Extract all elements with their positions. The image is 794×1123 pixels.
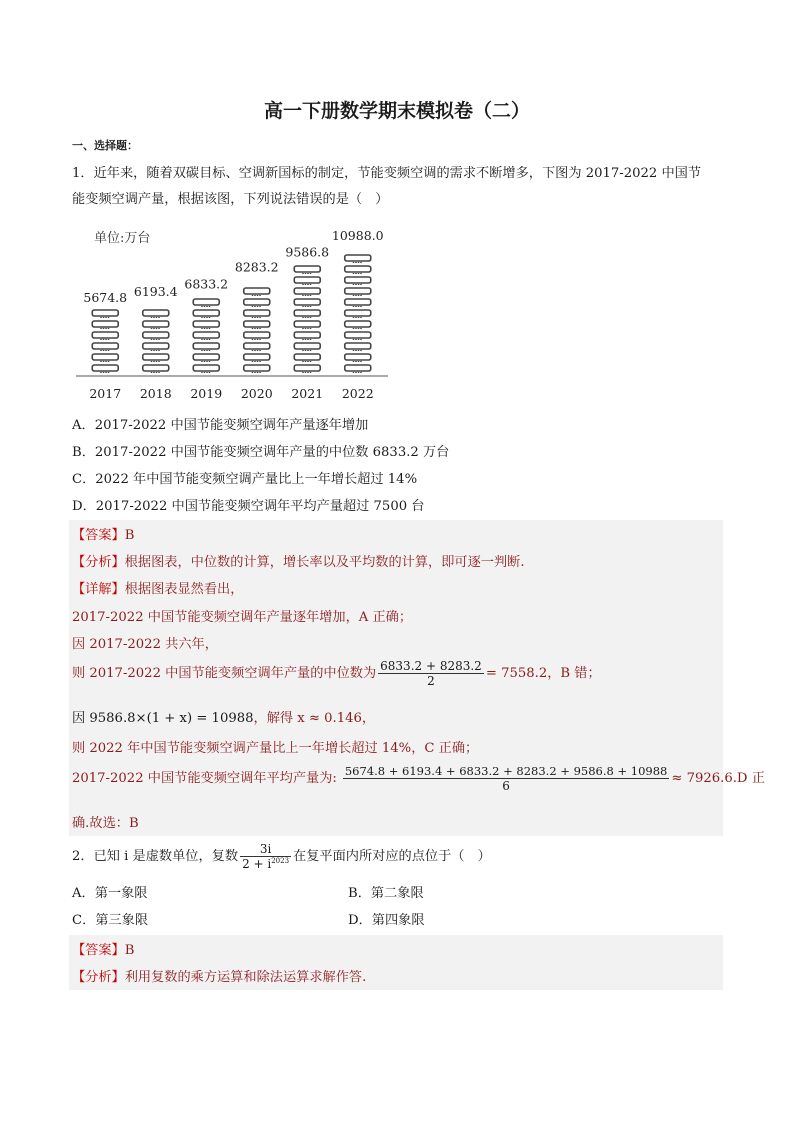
q1-detail-line2: 因 2017-2022 共六年，	[72, 637, 218, 652]
section-heading: 一、选择题：	[72, 139, 138, 152]
q1-average-text: 2017-2022 中国节能变频空调年平均产量为:	[72, 771, 337, 786]
q1-detail-line5: 则 2022 年中国节能变频空调产量比上一年增长超过 14%，C 正确；	[72, 741, 479, 756]
q1-detail: 根据图表显然看出，	[124, 582, 244, 597]
q1-option-b: B．2017-2022 中国节能变频空调年产量的中位数 6833.2 万台	[72, 445, 450, 460]
q2-stem-post: 在复平面内所对应的点位于（ ）	[293, 849, 491, 864]
q2-fraction	[240, 842, 291, 871]
x-tick-2021: 2021	[291, 386, 324, 401]
average-denominator: 6	[502, 779, 510, 793]
q1-option-d: D．2017-2022 中国节能变频空调年平均产量超过 7500 台	[72, 499, 425, 514]
q1-stem-line1: 1．近年来，随着双碳目标、空调新国标的制定，节能变频空调的需求不断增多，下图为 2017-2022 中国节	[72, 166, 702, 181]
q2-denominator	[240, 857, 291, 871]
q1-answer: B	[124, 528, 135, 543]
q2-den-exponent: 2023	[271, 857, 290, 865]
value-label-2019: 6833.2	[184, 276, 229, 292]
answer-tag: 【答案】	[72, 528, 125, 543]
q2-answer-tag: 【答案】	[72, 943, 125, 958]
bar-2022	[345, 255, 371, 373]
q1-average-result: ≈ 7926.6.D 正	[671, 771, 765, 786]
q1-detail-line4	[72, 707, 722, 726]
median-fraction	[378, 659, 484, 688]
q2-analysis-tag: 【分析】	[72, 970, 125, 985]
q1-option-a: A．2017-2022 中国节能变频空调年产量逐年增加	[72, 418, 369, 433]
q2-option-d: D．第四象限	[348, 913, 425, 928]
value-label-2021: 9586.8	[285, 244, 330, 260]
median-denominator: 2	[427, 674, 435, 688]
q1-option-c: C．2022 年中国节能变频空调产量比上一年增长超过 14%	[72, 472, 418, 487]
bar-2021	[294, 266, 320, 373]
q1-analysis-row	[72, 551, 722, 570]
q1-detail-line7: 确.故选：B	[72, 816, 139, 831]
q2-numerator: 3i	[240, 842, 291, 857]
value-label-2017: 5674.8	[83, 289, 128, 305]
bar-2019	[193, 299, 219, 373]
production-bar-chart	[72, 226, 392, 406]
q2-stem	[72, 842, 491, 871]
x-tick-2022: 2022	[341, 386, 374, 401]
page-title: 高一下册数学期末模拟卷（二）	[263, 100, 530, 122]
x-tick-2018: 2018	[139, 386, 172, 401]
q2-option-a: A．第一象限	[72, 886, 148, 901]
q1-detail-line1: 2017-2022 中国节能变频空调年产量逐年增加，A 正确；	[72, 610, 413, 625]
q2-answer-row	[72, 939, 722, 958]
bar-2017	[92, 310, 118, 373]
detail-tag: 【详解】	[72, 582, 125, 597]
average-fraction	[343, 764, 670, 793]
q2-option-b: B．第二象限	[348, 886, 424, 901]
q2-stem-pre: 2．已知 i 是虚数单位，复数	[72, 849, 239, 864]
growth-solution: ，解得 x ≈ 0.146，	[253, 711, 376, 726]
q1-detail-line6	[72, 764, 765, 793]
q1-median-text: 则 2017-2022 中国节能变频空调年产量的中位数为	[72, 666, 377, 681]
q2-option-c: C．第三象限	[72, 913, 149, 928]
q1-detail-line3	[72, 659, 722, 688]
q2-analysis: 利用复数的乘方运算和除法运算求解作答.	[124, 970, 367, 985]
q1-stem-line2: 能变频空调产量，根据该图，下列说法错误的是（ ）	[72, 192, 389, 207]
x-tick-2019: 2019	[190, 386, 223, 401]
q2-den-base: 2 + i	[242, 857, 272, 871]
median-numerator: 6833.2 + 8283.2	[380, 659, 482, 673]
average-numerator: 5674.8 + 6193.4 + 6833.2 + 8283.2 + 9586.8 + 10988	[344, 764, 668, 778]
value-label-2018: 6193.4	[133, 283, 178, 299]
q2-answer: B	[124, 943, 135, 958]
q1-answer-row	[72, 524, 722, 543]
value-label-2020: 8283.2	[234, 259, 279, 275]
bar-2018	[143, 310, 169, 373]
q1-analysis: 根据图表，中位数的计算，增长率以及平均数的计算，即可逐一判断.	[124, 555, 525, 570]
chart-unit-label: 单位:万台	[94, 231, 151, 246]
value-label-2022: 10988.0	[331, 228, 384, 244]
bar-2020	[244, 288, 270, 373]
analysis-tag: 【分析】	[72, 555, 125, 570]
growth-equation: 因 9586.8×(1 + x) = 10988	[72, 711, 254, 726]
x-tick-2020: 2020	[240, 386, 273, 401]
q1-detail-row	[72, 578, 722, 597]
q2-analysis-row	[72, 966, 722, 985]
x-tick-2017: 2017	[89, 386, 122, 401]
q1-median-result: = 7558.2，B 错；	[485, 666, 601, 681]
